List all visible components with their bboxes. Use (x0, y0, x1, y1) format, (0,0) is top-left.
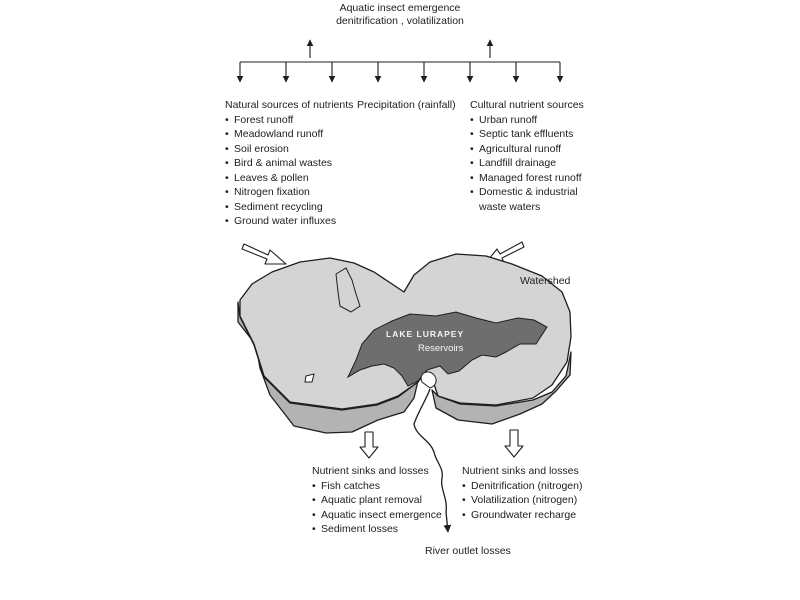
river-outlet-label: River outlet losses (425, 545, 511, 557)
list-item: • Agricultural runoff (470, 142, 584, 157)
list-item: • Sediment recycling (225, 200, 353, 215)
sinks-left-heading: Nutrient sinks and losses (312, 465, 429, 477)
lake-sub-label: Reservoirs (418, 343, 464, 354)
list-item: • Septic tank effluents (470, 127, 584, 142)
list-item: • Ground water influxes (225, 214, 353, 229)
list-item: • Meadowland runoff (225, 127, 353, 142)
top-losses-label (320, 2, 480, 28)
sink-arrow-right-icon (505, 430, 523, 457)
list-item: • Bird & animal wastes (225, 156, 353, 171)
sinks-left-block (312, 464, 442, 537)
sink-arrow-left-icon (360, 432, 378, 458)
list-item: • Aquatic plant removal (312, 493, 442, 508)
sinks-right-heading: Nutrient sinks and losses (462, 465, 579, 477)
list-item: • Aquatic insect emergence (312, 508, 442, 523)
natural-sources-heading: Natural sources of nutrients (225, 99, 354, 111)
list-item: • Urban runoff (470, 113, 584, 128)
list-item: • Denitrification (nitrogen) (462, 479, 582, 494)
river-outlet-opening (421, 372, 436, 388)
cultural-sources-block (470, 98, 584, 214)
lake-name-label: LAKE LURAPEY (386, 329, 465, 339)
watershed-label: Watershed (520, 275, 571, 287)
natural-sources-block (225, 98, 353, 229)
list-item: • Landfill drainage (470, 156, 584, 171)
list-item: • Sediment losses (312, 522, 442, 537)
list-item: • Fish catches (312, 479, 442, 494)
top-losses-line-2: denitrification , volatilization (336, 15, 464, 27)
sinks-right-block (462, 464, 582, 522)
inflow-arrow-left-icon (242, 244, 286, 264)
list-item: • Leaves & pollen (225, 171, 353, 186)
list-item: • Volatilization (nitrogen) (462, 493, 582, 508)
list-item: • Managed forest runoff (470, 171, 584, 186)
cultural-item-continuation: waste waters (479, 200, 541, 213)
list-item: • Forest runoff (225, 113, 353, 128)
list-item: • Soil erosion (225, 142, 353, 157)
list-item: • Nitrogen fixation (225, 185, 353, 200)
cultural-sources-heading: Cultural nutrient sources (470, 99, 584, 111)
top-connector (240, 40, 560, 82)
list-item: • Groundwater recharge (462, 508, 582, 523)
top-losses-line-1: Aquatic insect emergence (339, 2, 461, 14)
list-item: • Domestic & industrial (470, 185, 584, 200)
precipitation-label: Precipitation (rainfall) (357, 99, 456, 111)
